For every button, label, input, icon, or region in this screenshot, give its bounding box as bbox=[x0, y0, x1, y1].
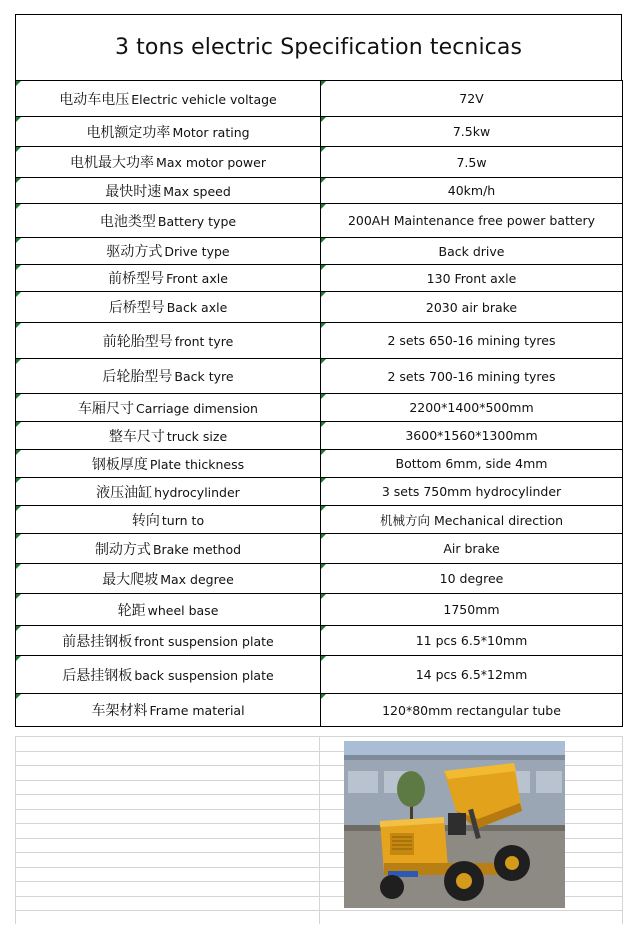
spec-label-en: Max motor power bbox=[156, 155, 266, 170]
spec-value-cell[interactable] bbox=[321, 359, 623, 394]
spec-value: Back drive bbox=[438, 243, 505, 259]
spec-label-zh: 电池类型 bbox=[99, 213, 156, 230]
spec-label-zh: 整车尺寸 bbox=[108, 428, 165, 445]
spec-value: 1750mm bbox=[443, 602, 500, 617]
spec-label-en: Carriage dimension bbox=[136, 400, 258, 416]
spec-label-cell[interactable] bbox=[16, 178, 321, 204]
spec-value-cell[interactable] bbox=[321, 238, 623, 265]
spec-value-cell[interactable] bbox=[321, 594, 623, 626]
spec-value-cell[interactable] bbox=[321, 564, 623, 594]
spec-label-en: Drive type bbox=[164, 244, 230, 259]
spec-label-cell[interactable] bbox=[16, 359, 321, 394]
spec-row bbox=[16, 323, 623, 359]
spec-value: 10 degree bbox=[439, 571, 504, 586]
spec-label-cell[interactable] bbox=[16, 450, 321, 478]
spec-value: 200AH Maintenance free power battery bbox=[347, 213, 596, 228]
spec-label-zh: 后悬挂钢板 bbox=[62, 667, 133, 684]
spec-label-zh: 转向 bbox=[131, 512, 160, 529]
spec-label-zh: 后轮胎型号 bbox=[102, 369, 173, 385]
spec-label-zh: 制动方式 bbox=[94, 541, 151, 558]
spec-value: 40km/h bbox=[447, 183, 496, 198]
spec-label-en: Max degree bbox=[160, 571, 234, 587]
spec-label-zh: 前悬挂钢板 bbox=[62, 633, 133, 650]
spec-value-cell[interactable] bbox=[321, 394, 623, 422]
spec-row bbox=[16, 147, 623, 178]
spec-value-cell[interactable] bbox=[321, 506, 623, 534]
spec-value: 7.5w bbox=[456, 154, 487, 170]
spec-label-cell[interactable] bbox=[16, 147, 321, 178]
spec-label-zh: 前轮胎型号 bbox=[102, 333, 173, 350]
spec-label-zh: 钢板厚度 bbox=[91, 456, 148, 473]
spec-label-en: wheel base bbox=[147, 602, 219, 618]
spec-value: Air brake bbox=[443, 541, 500, 556]
page-title: 3 tons electric Specification tecnicas bbox=[114, 35, 523, 60]
spec-row bbox=[16, 478, 623, 506]
spec-row bbox=[16, 694, 623, 727]
spec-value: 130 Front axle bbox=[426, 270, 517, 286]
spec-label-cell[interactable] bbox=[16, 506, 321, 534]
spec-row bbox=[16, 359, 623, 394]
spec-value: 2200*1400*500mm bbox=[409, 400, 534, 415]
spec-row bbox=[16, 178, 623, 204]
spec-value-cell[interactable] bbox=[321, 117, 623, 147]
spec-label-cell[interactable] bbox=[16, 394, 321, 422]
spec-value: Bottom 6mm, side 4mm bbox=[395, 456, 548, 471]
spec-row bbox=[16, 594, 623, 626]
spec-label-cell[interactable] bbox=[16, 323, 321, 359]
truck-photo bbox=[344, 741, 565, 908]
spec-row bbox=[16, 265, 623, 292]
spec-label-en: front tyre bbox=[174, 333, 234, 349]
spec-label-en: truck size bbox=[166, 428, 228, 444]
spec-label-zh: 最大爬坡 bbox=[102, 571, 159, 588]
spec-row bbox=[16, 656, 623, 694]
spec-table bbox=[15, 80, 623, 727]
spec-row bbox=[16, 422, 623, 450]
spec-row bbox=[16, 506, 623, 534]
spec-label-cell[interactable] bbox=[16, 117, 321, 147]
spec-value-cell[interactable] bbox=[321, 694, 623, 727]
spec-label-cell[interactable] bbox=[16, 594, 321, 626]
spec-label-zh: 驱动方式 bbox=[106, 244, 163, 260]
spec-label-en: Plate thickness bbox=[149, 456, 245, 472]
spec-value-cell[interactable] bbox=[321, 478, 623, 506]
spec-label-cell[interactable] bbox=[16, 656, 321, 694]
spec-label-zh: 轮距 bbox=[117, 602, 146, 619]
spec-label-cell[interactable] bbox=[16, 422, 321, 450]
spec-label-cell[interactable] bbox=[16, 81, 321, 117]
title-cell[interactable] bbox=[15, 14, 622, 81]
spec-value: 11 pcs 6.5*10mm bbox=[415, 633, 528, 648]
spec-value: 120*80mm rectangular tube bbox=[382, 702, 561, 718]
spec-label-zh: 后桥型号 bbox=[108, 300, 165, 316]
spec-value-cell[interactable] bbox=[321, 534, 623, 564]
spec-label-zh: 车厢尺寸 bbox=[78, 400, 135, 417]
spec-value-cell[interactable] bbox=[321, 204, 623, 238]
spec-value-cell[interactable] bbox=[321, 656, 623, 694]
spec-label-cell[interactable] bbox=[16, 265, 321, 292]
spec-label-zh: 液压油缸 bbox=[96, 484, 153, 501]
spec-label-zh: 前桥型号 bbox=[108, 271, 165, 287]
spec-label-cell[interactable] bbox=[16, 204, 321, 238]
spec-label-en: Motor rating bbox=[172, 124, 250, 140]
spec-value-cell[interactable] bbox=[321, 178, 623, 204]
spec-label-zh: 电机最大功率 bbox=[70, 155, 155, 171]
spec-value: 2 sets 650-16 mining tyres bbox=[387, 333, 556, 348]
spec-label-cell[interactable] bbox=[16, 292, 321, 323]
grid-line bbox=[622, 736, 623, 924]
spec-label-en: Brake method bbox=[152, 541, 242, 557]
spec-label-en: front suspension plate bbox=[134, 633, 274, 649]
spec-row bbox=[16, 238, 623, 265]
spec-value-cell[interactable] bbox=[321, 292, 623, 323]
spec-value: 3600*1560*1300mm bbox=[405, 428, 538, 443]
spec-value-cell[interactable] bbox=[321, 81, 623, 117]
spec-label-cell[interactable] bbox=[16, 478, 321, 506]
spec-row bbox=[16, 450, 623, 478]
spec-label-en: turn to bbox=[161, 512, 205, 528]
spec-value-cell[interactable] bbox=[321, 323, 623, 359]
spec-row bbox=[16, 292, 623, 323]
spec-label-en: Back tyre bbox=[174, 369, 234, 384]
spec-row bbox=[16, 204, 623, 238]
spec-label-cell[interactable] bbox=[16, 626, 321, 656]
spec-label-zh: 电机额定功率 bbox=[86, 124, 171, 141]
spec-label-en: Back axle bbox=[166, 300, 228, 315]
spec-value: 72V bbox=[459, 91, 484, 106]
spec-label-cell[interactable] bbox=[16, 238, 321, 265]
spec-label-en: Max speed bbox=[163, 183, 231, 199]
spec-value: 3 sets 750mm hydrocylinder bbox=[381, 484, 562, 499]
spec-value: 7.5kw bbox=[452, 124, 491, 139]
spec-value: 2030 air brake bbox=[425, 299, 518, 315]
spec-label-en: hydrocylinder bbox=[154, 484, 240, 500]
spec-value-cell[interactable] bbox=[321, 265, 623, 292]
spec-label-zh: 车架材料 bbox=[91, 703, 148, 719]
truck-image bbox=[344, 741, 565, 908]
spec-value: 2 sets 700-16 mining tyres bbox=[387, 368, 556, 384]
spec-label-zh: 电动车电压 bbox=[59, 91, 130, 108]
spec-row bbox=[16, 626, 623, 656]
spec-label-cell[interactable] bbox=[16, 564, 321, 594]
spec-value-cell[interactable] bbox=[321, 626, 623, 656]
spec-label-en: Front axle bbox=[166, 271, 228, 286]
spec-value-cell[interactable] bbox=[321, 147, 623, 178]
spec-row bbox=[16, 564, 623, 594]
spec-row bbox=[16, 81, 623, 117]
grid-line bbox=[319, 736, 320, 924]
spec-row bbox=[16, 117, 623, 147]
spec-value-cell[interactable] bbox=[321, 422, 623, 450]
grid-line bbox=[15, 736, 16, 924]
spec-value: 机械方向 Mechanical direction bbox=[379, 512, 564, 528]
spec-row bbox=[16, 394, 623, 422]
spec-row bbox=[16, 534, 623, 564]
spec-value-cell[interactable] bbox=[321, 450, 623, 478]
spec-label-en: Battery type bbox=[157, 213, 237, 229]
spec-label-en: back suspension plate bbox=[134, 667, 274, 683]
spec-value: 14 pcs 6.5*12mm bbox=[415, 667, 528, 682]
spec-label-en: Frame material bbox=[149, 703, 245, 718]
spec-label-en: Electric vehicle voltage bbox=[131, 91, 277, 107]
spec-label-zh: 最快时速 bbox=[105, 183, 162, 200]
spec-label-cell[interactable] bbox=[16, 534, 321, 564]
spec-label-cell[interactable] bbox=[16, 694, 321, 727]
